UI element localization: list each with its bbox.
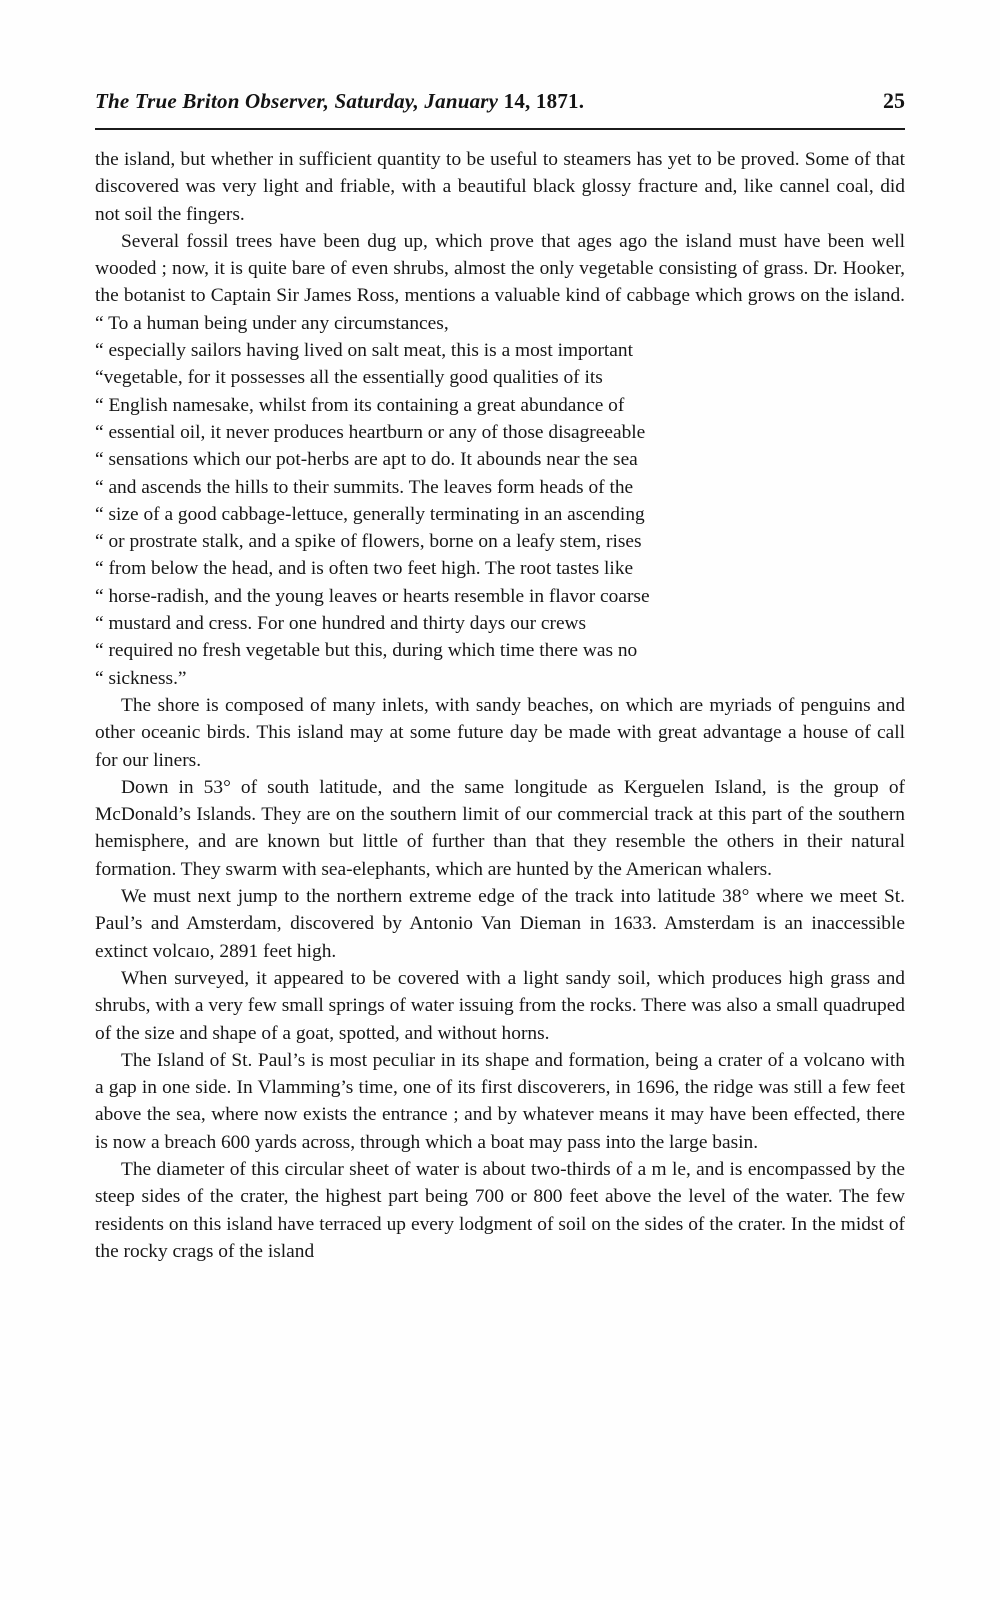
paragraph: Down in 53° of south latitude, and the same longitude as Kerguelen Island, is the group of McDonald’s Islands. They are on the southern limit of our commercial track at this part of the southern hemisphere, and are known but little of further than that they resemble the others in their natural formation. They swarm with sea-elephants, which are hunted by the American whalers.: [95, 776, 905, 880]
quote-line: “ or prostrate stalk, and a spike of flowers, borne on a leafy stem, rises: [95, 531, 642, 553]
quote-line: “ essential oil, it never produces heartburn or any of those disagreeable: [95, 421, 646, 443]
quote-line: “vegetable, for it possesses all the essentially good qualities of its: [95, 367, 603, 389]
paragraph: Several fossil trees have been dug up, which prove that ages ago the island must have been well wooded ; now, it is quite bare of even shrubs, almost the only vegetable consisting of grass. Dr. Hooker, the botanist to Captain Sir James Ross, mentions a valuable kind of cabbage which grows on the island. “ To a human being under any circumstances,: [95, 230, 905, 334]
quote-line: “ especially sailors having lived on salt meat, this is a most important: [95, 340, 633, 362]
page-number: 25: [883, 88, 905, 113]
quote-line: “ required no fresh vegetable but this, during which time there was no: [95, 640, 638, 662]
quote-line: “ from below the head, and is often two feet high. The root tastes like: [95, 558, 634, 580]
paragraph: the island, but whether in sufficient quantity to be useful to steamers has yet to be proved. Some of that discovered was very light and friable, with a beautiful black glossy fracture and, like cannel coal, did not soil the fingers.: [95, 149, 905, 225]
paragraph: The shore is composed of many inlets, with sandy beaches, on which are myriads of penguins and other oceanic birds. This island may at some future day be made with great advantage a house of call for our liners.: [95, 694, 905, 771]
paragraph: We must next jump to the northern extreme edge of the track into latitude 38° where we meet St. Paul’s and Amsterdam, discovered by Antonio Van Dieman in 1633. Amsterdam is an inaccessible extinct volcaıo, 2891 feet high.: [95, 886, 905, 962]
publication-title-italic: The True Briton Observer, Saturday, January: [95, 89, 499, 113]
quote-line: “ and ascends the hills to their summits. The leaves form heads of the: [95, 476, 634, 498]
publication-title: [95, 89, 584, 114]
paragraph: The Island of St. Paul’s is most peculiar in its shape and formation, being a crater of a volcano with a gap in one side. In Vlamming’s time, one of its first discoverers, in 1696, the ridge was still a few feet above the sea, where now exists the entrance ; and by whatever means it may have been effected, there is now a breach 600 yards across, through which a boat may pass into the large basin.: [95, 1049, 905, 1153]
quote-line: “ size of a good cabbage-lettuce, generally terminating in an ascending: [95, 503, 645, 525]
paragraph: The diameter of this circular sheet of water is about two-thirds of a m le, and is encompassed by the steep sides of the crater, the highest part being 700 or 800 feet above the level of the water. The few residents on this island have terraced up every lodgment of soil on the sides of the crater. In the midst of the rocky crags of the island: [95, 1158, 905, 1262]
page-header: [95, 88, 905, 114]
quote-line: “ English namesake, whilst from its containing a great abundance of: [95, 394, 625, 416]
quote-line: “ sickness.”: [95, 667, 187, 689]
quote-line: “ sensations which our pot-herbs are apt to do. It abounds near the sea: [95, 449, 638, 471]
quote-line: “ horse-radish, and the young leaves or hearts resemble in flavor coarse: [95, 585, 650, 607]
header-rule: [95, 128, 905, 130]
article-body: [95, 146, 905, 1265]
quote-line: “ mustard and cress. For one hundred and thirty days our crews: [95, 613, 587, 635]
block-quote: [95, 337, 905, 692]
paragraph: When surveyed, it appeared to be covered with a light sandy soil, which produces high grass and shrubs, with a very few small springs of water issuing from the rocks. There was also a small quadruped of the size and shape of a goat, spotted, and without horns.: [95, 967, 905, 1044]
publication-date: 14, 1871.: [503, 89, 585, 113]
